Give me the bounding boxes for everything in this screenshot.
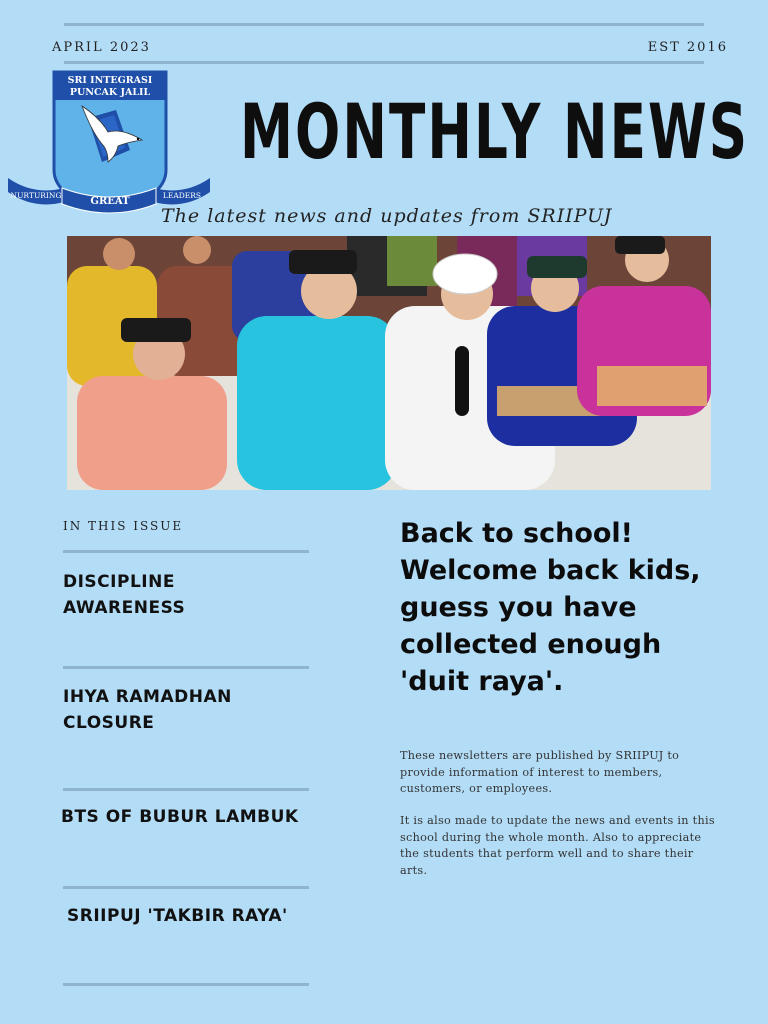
issue-item-line: DISCIPLINE: [63, 572, 175, 592]
established-year: EST 2016: [647, 40, 728, 55]
paragraph-line: the students that perform well and to share their: [400, 847, 694, 860]
headline-line: collected enough: [400, 629, 662, 660]
paragraph-line: provide information of interest to members,: [400, 765, 663, 779]
paragraph-line: arts.: [400, 863, 428, 877]
issue-item-line: IHYA RAMADHAN: [63, 687, 232, 707]
paragraph-line: school during the whole month. Also to appreciate: [400, 830, 702, 844]
cover-photo: [67, 236, 711, 490]
headline-line: Back to school!: [400, 518, 633, 549]
school-logo: [4, 70, 214, 218]
logo-motto-right: LEADERS: [162, 191, 202, 200]
headline-line: guess you have: [400, 592, 637, 623]
issue-item-line: AWARENESS: [63, 598, 186, 618]
masthead-title: MONTHLY NEWS: [240, 87, 750, 176]
logo-name-line1: SRI INTEGRASI: [67, 75, 153, 86]
issue-date: APRIL 2023: [52, 40, 151, 55]
article-paragraph-2: [400, 813, 730, 879]
headline-line: 'duit raya'.: [400, 666, 564, 697]
issue-rule: [63, 983, 309, 986]
logo-motto-center: GREAT: [90, 196, 130, 207]
issue-item-bubur-lambuk[interactable]: [61, 804, 299, 830]
issue-rule: [63, 666, 309, 669]
issue-item-ihya-ramadhan[interactable]: [63, 684, 232, 736]
issue-rule: [63, 886, 309, 889]
issue-item-line: SRIIPUJ 'TAKBIR RAYA': [67, 906, 288, 926]
issue-item-line: BTS OF BUBUR LAMBUK: [61, 807, 299, 827]
logo-name-line2: PUNCAK JALIL: [69, 87, 151, 98]
issue-item-takbir-raya[interactable]: [67, 903, 288, 929]
paragraph-line: It is also made to update the news and events in this: [400, 814, 715, 827]
headline-line: Welcome back kids,: [400, 555, 701, 586]
issue-rule: [63, 788, 309, 791]
issue-rule: [63, 550, 309, 553]
top-rule: [64, 23, 704, 26]
issue-item-line: CLOSURE: [63, 713, 155, 733]
tagline: The latest news and updates from SRIIPUJ: [161, 205, 613, 227]
logo-motto-left: NURTURING: [10, 191, 62, 200]
paragraph-line: customers, or employees.: [400, 782, 553, 795]
issue-heading: IN THIS ISSUE: [63, 519, 184, 533]
paragraph-line: These newsletters are published by SRIIPUJ to: [400, 749, 680, 762]
issue-item-discipline[interactable]: [63, 569, 185, 621]
header-rule: [64, 61, 704, 64]
article-paragraph-1: [400, 748, 730, 798]
article-headline: [400, 515, 740, 700]
